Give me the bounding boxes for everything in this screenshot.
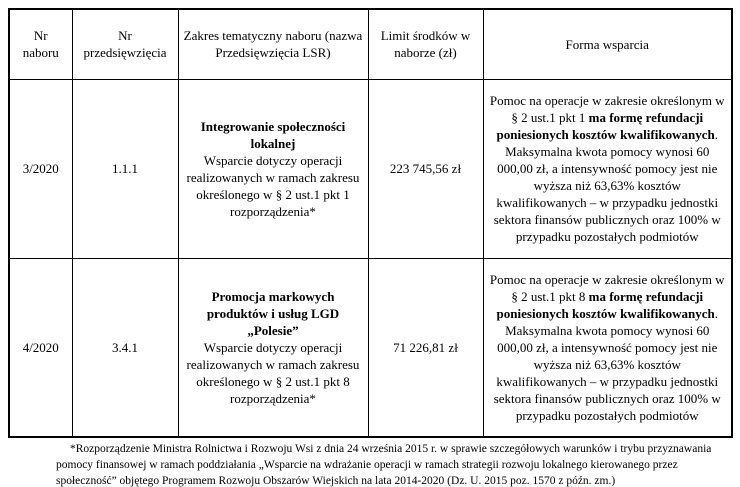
zakres-description: Wsparcie dotyczy operacji realizowanych w ramach zakresu określonego w § 2 ust.1 pkt 1 rozporządzenia* — [186, 152, 360, 219]
footnote-text-part2: zm.) — [591, 475, 616, 487]
cell-nr-naboru: 3/2020 — [9, 79, 72, 258]
footnote-text-part1: *Rozporządzenie Ministra Rolnictwa i Rozwoju Wsi z dnia 24 września 2015 r. w sprawie szczegółowych warunków i trybu przyznawania pomocy finansowej w ramach poddziałania „Wsparcie na wdrażanie operacji w ramach strategii rozwoju lokalnego kierowanego przez społeczność” objętego Programem Rozwoju Obszarów Wiejskich na lata 2014-2020 (Dz. U. 2015 poz. 1570 z — [56, 443, 712, 487]
zakres-description: Wsparcie dotyczy operacji realizowanych w ramach zakresu określonego w § 2 ust.1 pkt 8 rozporządzenia* — [186, 339, 360, 406]
zakres-title: Promocja markowych produktów i usług LGD „Polesie” — [206, 288, 340, 338]
header-zakres-tematyczny: Zakres tematyczny naboru (nazwa Przedsięwzięcia LSR) — [178, 9, 368, 79]
cell-limit-srodkow: 223 745,56 zł — [368, 79, 483, 258]
zakres-title: Integrowanie społeczności lokalnej — [200, 118, 346, 151]
table-row — [9, 79, 732, 258]
cell-zakres-tematyczny — [178, 258, 368, 437]
cell-forma-wsparcia — [483, 79, 732, 258]
header-nr-przedsiewziecia: Nr przedsięwzięcia — [72, 9, 178, 79]
forma-text-post: . Maksymalna kwota pomocy wynosi 60 000,00 zł, a intensywność pomocy jest nie wyższa niż 63,63% kosztów kwalifikowanych – w przypadku jednostki sektora finansów publicznych oraz 100% w przypadku pozostałych podmiotów — [493, 127, 721, 244]
header-forma-wsparcia: Forma wsparcia — [483, 9, 732, 79]
cell-nr-przedsiewziecia: 1.1.1 — [72, 79, 178, 258]
cell-forma-wsparcia — [483, 258, 732, 437]
forma-text-bold: ma formę refundacji poniesionych kosztów kwalifikowanych — [496, 110, 715, 142]
forma-text-post: . Maksymalna kwota pomocy wynosi 60 000,00 zł, a intensywność pomocy jest nie wyższa niż 63,63% kosztów kwalifikowanych – w przypadku jednostki sektora finansów publicznych oraz 100% w przypadku pozostałych podmiotów — [493, 305, 721, 423]
header-limit-srodkow: Limit środków w naborze (zł) — [368, 9, 483, 79]
cell-limit-srodkow: 71 226,81 zł — [368, 258, 483, 437]
forma-text-bold: ma formę refundacji poniesionych kosztów kwalifikowanych — [496, 288, 715, 321]
forma-text-pre: Pomoc na operacje w zakresie określonym w § 2 ust.1 pkt 8 — [489, 271, 725, 304]
nabory-table — [8, 8, 733, 438]
cell-zakres-tematyczny — [178, 79, 368, 258]
table-header-row — [9, 9, 732, 79]
cell-nr-naboru: 4/2020 — [9, 258, 72, 437]
header-nr-naboru: Nr naboru — [9, 9, 72, 79]
footnote-misspelled-word: późn. — [566, 475, 592, 487]
table-row — [9, 258, 732, 437]
forma-text-pre: Pomoc na operacje w zakresie określonym w § 2 ust.1 pkt 1 — [489, 93, 725, 125]
footnote — [56, 441, 712, 487]
cell-nr-przedsiewziecia: 3.4.1 — [72, 258, 178, 437]
